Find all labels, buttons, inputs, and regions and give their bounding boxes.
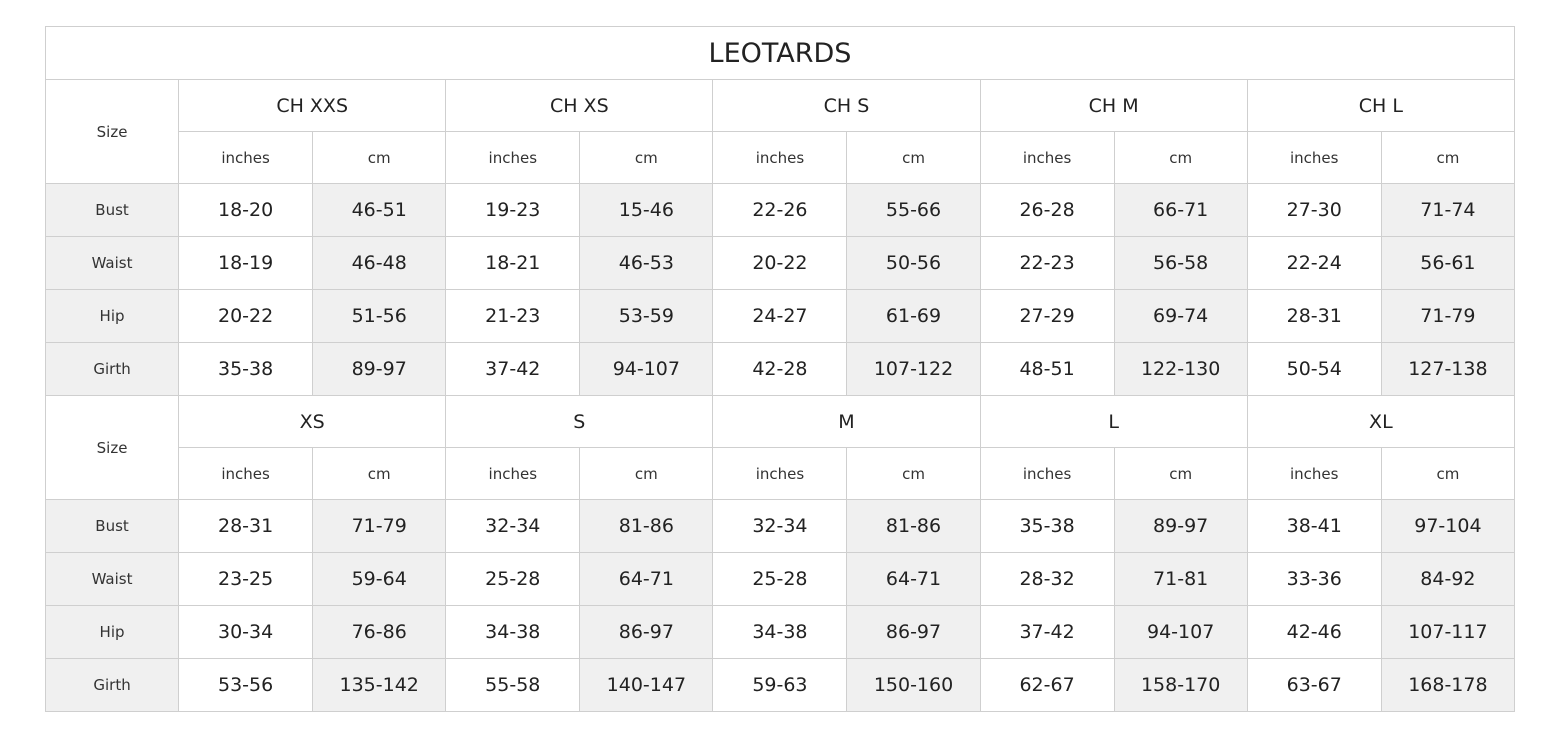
unit-header-inches: inches xyxy=(980,132,1114,184)
value-cell-cm: 86-97 xyxy=(847,606,980,659)
table-title: LEOTARDS xyxy=(46,27,1515,80)
table-row xyxy=(46,553,1515,606)
value-cell-cm: 122-130 xyxy=(1114,343,1247,396)
table-row xyxy=(46,343,1515,396)
unit-header-cm: cm xyxy=(1381,448,1514,500)
unit-header-inches: inches xyxy=(179,132,313,184)
measurement-label: Girth xyxy=(46,343,179,396)
value-cell-cm: 76-86 xyxy=(313,606,446,659)
value-cell-inches: 28-31 xyxy=(179,500,313,553)
value-cell-cm: 107-117 xyxy=(1381,606,1514,659)
value-cell-inches: 20-22 xyxy=(179,290,313,343)
value-cell-inches: 35-38 xyxy=(179,343,313,396)
value-cell-cm: 71-79 xyxy=(1381,290,1514,343)
value-cell-cm: 64-71 xyxy=(580,553,713,606)
value-cell-cm: 71-79 xyxy=(313,500,446,553)
size-header: Size xyxy=(46,396,179,500)
group-header-row xyxy=(46,80,1515,132)
value-cell-inches: 50-54 xyxy=(1247,343,1381,396)
measurement-label: Waist xyxy=(46,553,179,606)
size-group-header: M xyxy=(713,396,980,448)
size-group-header: CH S xyxy=(713,80,980,132)
value-cell-inches: 28-31 xyxy=(1247,290,1381,343)
value-cell-inches: 18-21 xyxy=(446,237,580,290)
unit-header-cm: cm xyxy=(1381,132,1514,184)
measurement-label: Bust xyxy=(46,184,179,237)
size-group-header: CH XXS xyxy=(179,80,446,132)
value-cell-inches: 27-29 xyxy=(980,290,1114,343)
unit-header-inches: inches xyxy=(1247,448,1381,500)
value-cell-cm: 71-74 xyxy=(1381,184,1514,237)
value-cell-inches: 25-28 xyxy=(446,553,580,606)
value-cell-cm: 81-86 xyxy=(580,500,713,553)
value-cell-cm: 53-59 xyxy=(580,290,713,343)
value-cell-cm: 107-122 xyxy=(847,343,980,396)
value-cell-cm: 64-71 xyxy=(847,553,980,606)
value-cell-cm: 66-71 xyxy=(1114,184,1247,237)
value-cell-inches: 18-19 xyxy=(179,237,313,290)
value-cell-cm: 84-92 xyxy=(1381,553,1514,606)
value-cell-cm: 135-142 xyxy=(313,659,446,712)
unit-header-cm: cm xyxy=(847,448,980,500)
size-group-header: XL xyxy=(1247,396,1514,448)
value-cell-cm: 56-58 xyxy=(1114,237,1247,290)
value-cell-cm: 46-48 xyxy=(313,237,446,290)
value-cell-cm: 56-61 xyxy=(1381,237,1514,290)
value-cell-inches: 19-23 xyxy=(446,184,580,237)
unit-header-cm: cm xyxy=(1114,132,1247,184)
value-cell-cm: 89-97 xyxy=(1114,500,1247,553)
value-cell-cm: 55-66 xyxy=(847,184,980,237)
table-row xyxy=(46,290,1515,343)
value-cell-inches: 32-34 xyxy=(713,500,847,553)
unit-header-cm: cm xyxy=(847,132,980,184)
unit-header-inches: inches xyxy=(980,448,1114,500)
measurement-label: Hip xyxy=(46,606,179,659)
value-cell-cm: 81-86 xyxy=(847,500,980,553)
value-cell-inches: 32-34 xyxy=(446,500,580,553)
size-group-header: XS xyxy=(179,396,446,448)
unit-header-cm: cm xyxy=(313,132,446,184)
value-cell-inches: 59-63 xyxy=(713,659,847,712)
unit-header-inches: inches xyxy=(446,132,580,184)
value-cell-cm: 97-104 xyxy=(1381,500,1514,553)
value-cell-inches: 20-22 xyxy=(713,237,847,290)
value-cell-inches: 23-25 xyxy=(179,553,313,606)
measurement-label: Hip xyxy=(46,290,179,343)
value-cell-cm: 71-81 xyxy=(1114,553,1247,606)
value-cell-inches: 24-27 xyxy=(713,290,847,343)
value-cell-inches: 26-28 xyxy=(980,184,1114,237)
value-cell-inches: 55-58 xyxy=(446,659,580,712)
value-cell-inches: 21-23 xyxy=(446,290,580,343)
value-cell-inches: 33-36 xyxy=(1247,553,1381,606)
value-cell-inches: 37-42 xyxy=(446,343,580,396)
table-row xyxy=(46,659,1515,712)
unit-header-inches: inches xyxy=(446,448,580,500)
value-cell-cm: 140-147 xyxy=(580,659,713,712)
size-group-header: CH L xyxy=(1247,80,1514,132)
size-header: Size xyxy=(46,80,179,184)
leotards-size-table xyxy=(45,26,1515,712)
value-cell-inches: 63-67 xyxy=(1247,659,1381,712)
unit-header-cm: cm xyxy=(313,448,446,500)
unit-header-cm: cm xyxy=(580,448,713,500)
value-cell-cm: 94-107 xyxy=(1114,606,1247,659)
unit-header-inches: inches xyxy=(179,448,313,500)
unit-header-inches: inches xyxy=(713,448,847,500)
unit-header-cm: cm xyxy=(580,132,713,184)
measurement-label: Girth xyxy=(46,659,179,712)
unit-header-row xyxy=(46,132,1515,184)
value-cell-inches: 27-30 xyxy=(1247,184,1381,237)
value-cell-cm: 59-64 xyxy=(313,553,446,606)
value-cell-cm: 89-97 xyxy=(313,343,446,396)
value-cell-inches: 38-41 xyxy=(1247,500,1381,553)
value-cell-cm: 46-53 xyxy=(580,237,713,290)
value-cell-inches: 42-28 xyxy=(713,343,847,396)
unit-header-inches: inches xyxy=(1247,132,1381,184)
value-cell-cm: 61-69 xyxy=(847,290,980,343)
value-cell-inches: 30-34 xyxy=(179,606,313,659)
table-row xyxy=(46,500,1515,553)
value-cell-inches: 34-38 xyxy=(446,606,580,659)
size-chart-container xyxy=(45,26,1515,712)
value-cell-inches: 25-28 xyxy=(713,553,847,606)
value-cell-cm: 86-97 xyxy=(580,606,713,659)
value-cell-inches: 35-38 xyxy=(980,500,1114,553)
value-cell-inches: 34-38 xyxy=(713,606,847,659)
size-group-header: CH XS xyxy=(446,80,713,132)
value-cell-cm: 168-178 xyxy=(1381,659,1514,712)
size-group-header: CH M xyxy=(980,80,1247,132)
measurement-label: Bust xyxy=(46,500,179,553)
size-group-header: S xyxy=(446,396,713,448)
value-cell-cm: 46-51 xyxy=(313,184,446,237)
value-cell-inches: 62-67 xyxy=(980,659,1114,712)
value-cell-inches: 22-23 xyxy=(980,237,1114,290)
value-cell-cm: 15-46 xyxy=(580,184,713,237)
value-cell-inches: 22-24 xyxy=(1247,237,1381,290)
unit-header-row xyxy=(46,448,1515,500)
value-cell-cm: 50-56 xyxy=(847,237,980,290)
value-cell-inches: 42-46 xyxy=(1247,606,1381,659)
value-cell-inches: 28-32 xyxy=(980,553,1114,606)
table-row xyxy=(46,237,1515,290)
size-group-header: L xyxy=(980,396,1247,448)
value-cell-cm: 69-74 xyxy=(1114,290,1247,343)
value-cell-cm: 94-107 xyxy=(580,343,713,396)
value-cell-inches: 37-42 xyxy=(980,606,1114,659)
unit-header-cm: cm xyxy=(1114,448,1247,500)
value-cell-inches: 22-26 xyxy=(713,184,847,237)
value-cell-cm: 51-56 xyxy=(313,290,446,343)
value-cell-cm: 150-160 xyxy=(847,659,980,712)
unit-header-inches: inches xyxy=(713,132,847,184)
table-row xyxy=(46,606,1515,659)
value-cell-inches: 18-20 xyxy=(179,184,313,237)
group-header-row xyxy=(46,396,1515,448)
value-cell-cm: 158-170 xyxy=(1114,659,1247,712)
measurement-label: Waist xyxy=(46,237,179,290)
value-cell-inches: 48-51 xyxy=(980,343,1114,396)
table-row xyxy=(46,184,1515,237)
value-cell-inches: 53-56 xyxy=(179,659,313,712)
value-cell-cm: 127-138 xyxy=(1381,343,1514,396)
